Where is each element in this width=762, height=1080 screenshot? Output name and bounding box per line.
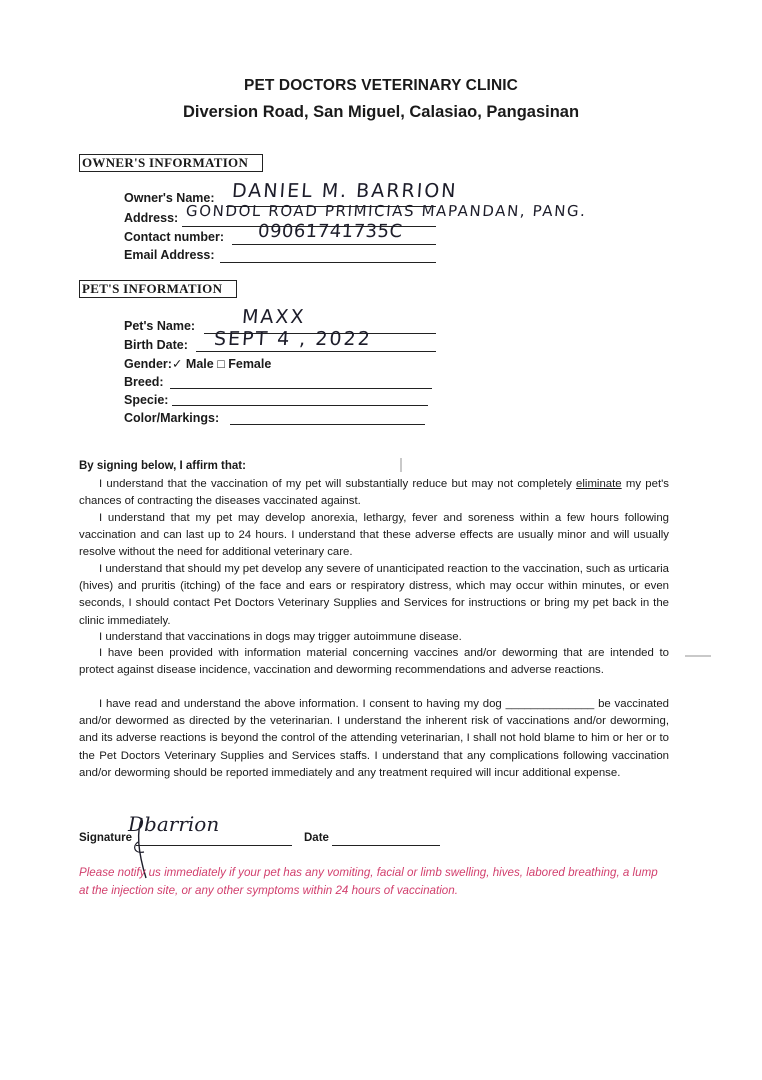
pet-name-label: Pet's Name:	[124, 319, 196, 333]
owner-name-label: Owner's Name:	[124, 191, 215, 205]
signature-value: Dbarrion	[128, 812, 220, 836]
birth-date-value[interactable]: SEPT 4 , 2022	[213, 328, 373, 350]
affirmation-paragraph-3	[79, 561, 669, 630]
email-address-line[interactable]	[220, 262, 436, 263]
female-option-label: Female	[228, 357, 272, 371]
male-option-label: Male	[185, 357, 214, 371]
breed-line[interactable]	[170, 388, 432, 389]
contact-number-line	[232, 244, 436, 245]
date-label: Date	[304, 832, 329, 844]
post-vaccination-notice: Please notify us immediately if your pet has any vomiting, facial or limb swelling, hives, labored breathing, a lump at the injection site, or any other symptoms within 24 hours of vaccination.	[79, 866, 658, 897]
contact-number-label: Contact number:	[124, 230, 224, 244]
affirmation-paragraph-4	[79, 629, 669, 646]
paragraph-4-text: I understand that vaccinations in dogs may trigger autoimmune disease.	[99, 631, 462, 643]
paragraph-1-text-end: my pet's chances of contracting the diseases vaccinated against.	[79, 478, 670, 508]
contact-number-value[interactable]: 09061741735C	[257, 221, 404, 242]
clinic-address: Diversion Road, San Miguel, Calasiao, Pangasinan	[182, 103, 580, 121]
affirmation-paragraph-6	[79, 696, 669, 782]
color-markings-label: Color/Markings:	[124, 411, 220, 425]
affirmation-paragraph-2	[79, 510, 669, 562]
affirmation-paragraph-1	[79, 476, 669, 510]
owner-name-value[interactable]: DANIEL M. BARRION	[231, 180, 459, 202]
paragraph-1-text: I understand that the vaccination of my pet will substantially reduce but may not completely	[99, 478, 577, 490]
clinic-name: PET DOCTORS VETERINARY CLINIC	[244, 77, 518, 94]
email-address-label: Email Address:	[124, 248, 215, 262]
paragraph-5-text: I have been provided with information material concerning vaccines and/or deworming that are intended to protect against disease incidence, vaccination and deworming recommendations and adverse reactions.	[79, 647, 669, 677]
affirmation-paragraph-5	[79, 645, 669, 679]
paragraph-3-text: I understand that should my pet develop any severe of unanticipated reaction to the vaccination, such as urticaria (hives) and pruritis (itching) of the face and ears or respiratory distress, which may occur within minutes, or even seconds, I should contact Pet Doctors Veterinary Supplies and Services for instructions or bring my pet back in the clinic immediately.	[79, 563, 669, 627]
dog-name-blank[interactable]: ______________	[505, 698, 595, 710]
birth-date-line	[196, 351, 436, 352]
specie-line[interactable]	[172, 405, 428, 406]
owner-section-title: OWNER'S INFORMATION	[79, 154, 263, 172]
gender-label: Gender:	[124, 357, 172, 371]
pet-name-value[interactable]: MAXX	[241, 306, 307, 328]
paragraph-6-text: I have read and understand the above information. I consent to having my dog	[99, 698, 506, 710]
male-checkmark[interactable]: ✓	[171, 357, 183, 371]
birth-date-label: Birth Date:	[124, 338, 188, 352]
underlined-eliminate: eliminate	[576, 478, 622, 490]
signature-label: Signature	[79, 832, 133, 844]
breed-label: Breed:	[124, 375, 164, 389]
specie-label: Specie:	[124, 393, 169, 407]
scan-speck	[685, 655, 711, 657]
address-label: Address:	[124, 211, 179, 225]
female-checkbox[interactable]: □	[217, 357, 225, 371]
pet-section-title: PET'S INFORMATION	[79, 280, 237, 298]
gender-row	[124, 356, 271, 371]
color-markings-line[interactable]	[230, 424, 425, 425]
date-line[interactable]	[332, 845, 440, 846]
paragraph-6-text-end: be vaccinated and/or dewormed as directed by the veterinarian. I understand the inherent risk of vaccinations and/or deworming, and its adverse reactions is beyond the control of the attending veterinarian, I shall not hold blame to him or her or to the Pet Doctors Veterinary Supplies and Services staffs. I understand that any complications following vaccination and/or deworming should be reported immediately and any treatment required will incur additional expense.	[79, 698, 669, 779]
address-value[interactable]: GONDOL ROAD PRIMICIAS MAPANDAN, PANG.	[185, 202, 588, 220]
affirmation-heading: By signing below, I affirm that:	[79, 460, 246, 472]
scan-speck	[400, 458, 402, 472]
paragraph-2-text: I understand that my pet may develop anorexia, lethargy, fever and soreness within a few hours following vaccination and can last up to 24 hours. I understand that these adverse effects are usually minor and will usually resolve without the need for additional veterinary care.	[79, 512, 669, 559]
